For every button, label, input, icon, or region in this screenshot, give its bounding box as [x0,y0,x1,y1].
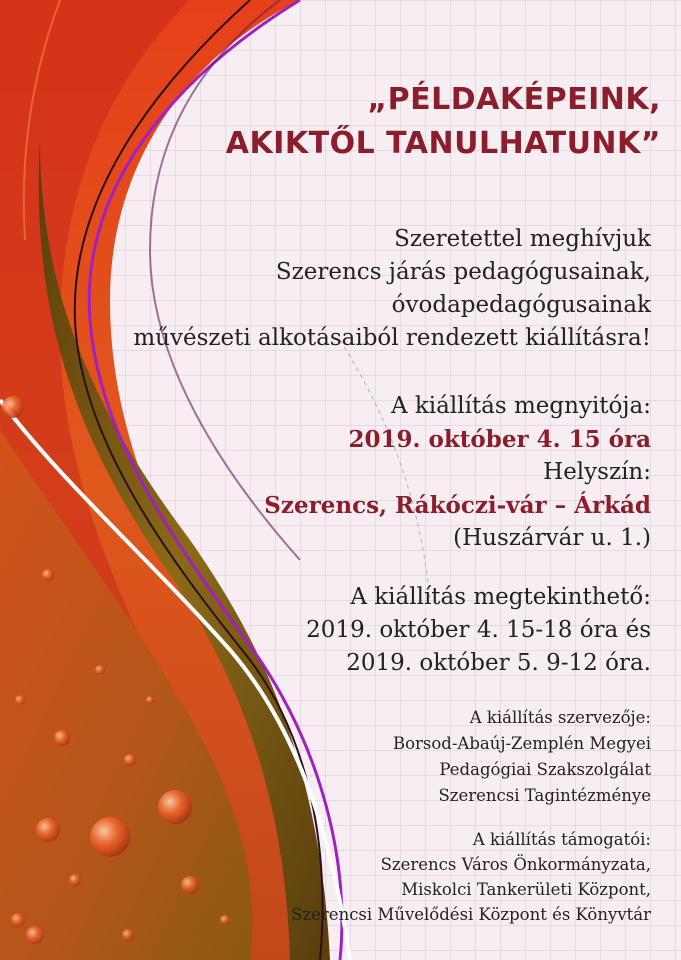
organizer-line-1: Borsod-Abaúj-Zemplén Megyei [392,734,651,753]
supporters-label: A kiállítás támogatói: [472,830,651,849]
organizer-line-3: Szerencsi Tagintézménye [438,786,651,805]
invitation-line-4: művészeti alkotásaiból rendezett kiállításra! [133,325,651,351]
supporters-line-1: Szerencs Város Önkormányzata, [380,855,651,874]
supporters-line-2: Miskolci Tankerületi Központ, [401,880,651,899]
opening-date: 2019. október 4. 15 óra [348,426,651,453]
invitation-line-1: Szeretettel meghívjuk [394,226,651,252]
organizer-line-2: Pedagógiai Szakszolgálat [439,760,651,779]
supporters-line-3: Szerencsi Művelődési Központ és Könyvtár [291,905,651,924]
title-line-1: „PÉLDAKÉPEINK, [367,82,661,117]
venue-address: (Huszárvár u. 1.) [453,525,651,551]
viewing-label: A kiállítás megtekinthető: [350,584,651,610]
title-line-2: AKIKTŐL TANULHATUNK” [225,126,661,161]
viewing-line-1: 2019. október 4. 15-18 óra és [306,617,651,643]
invitation-line-3: óvodapedagógusainak [391,292,651,318]
venue-name: Szerencs, Rákóczi-vár – Árkád [264,492,651,519]
viewing-line-2: 2019. október 5. 9-12 óra. [346,650,651,676]
opening-label: A kiállítás megnyitója: [390,393,651,419]
venue-label: Helyszín: [543,459,651,485]
organizer-label: A kiállítás szervezője: [469,708,651,727]
invitation-line-2: Szerencs járás pedagógusainak, [275,259,651,285]
